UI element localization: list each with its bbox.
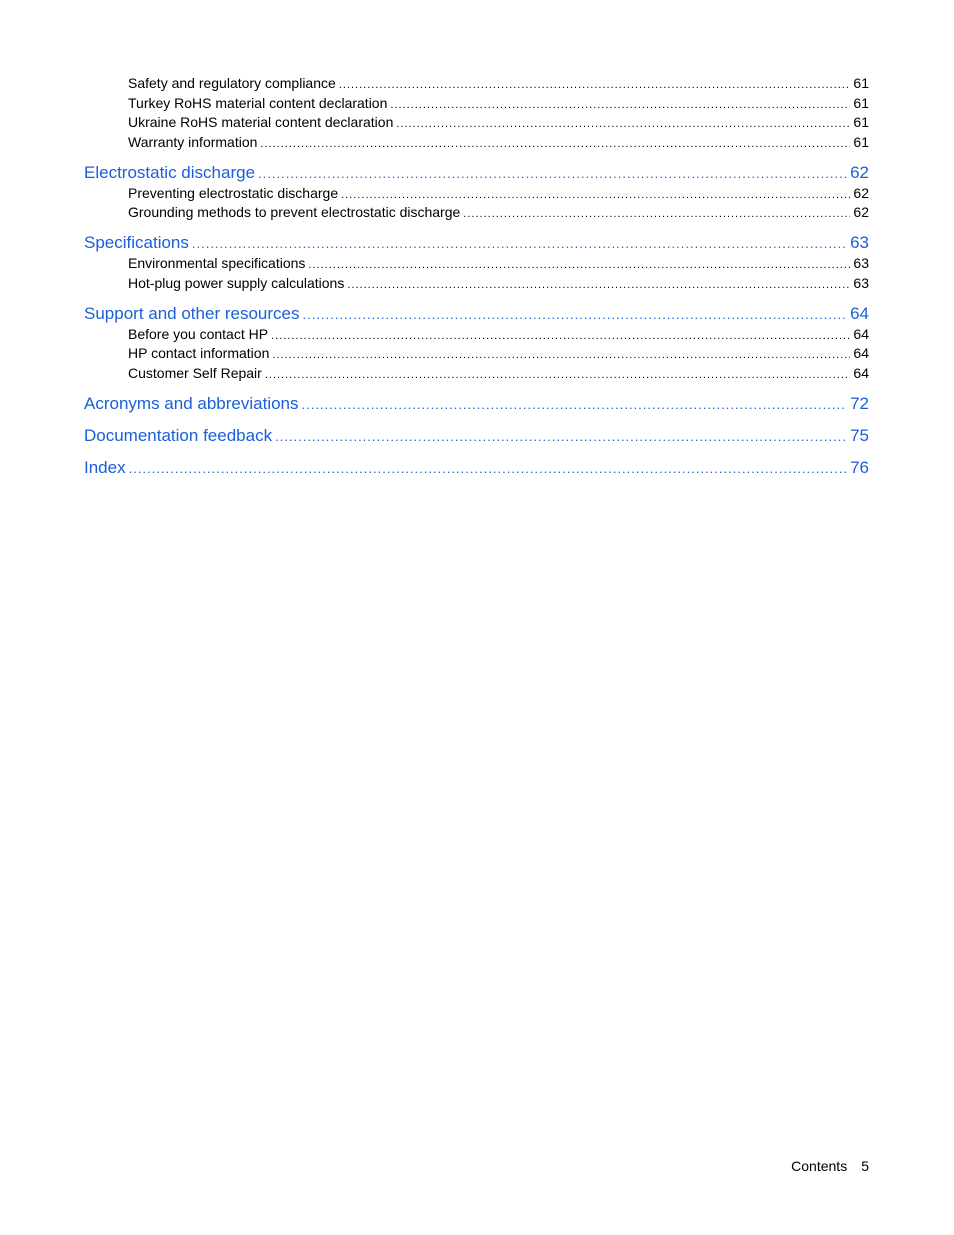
toc-entry-page: 64	[853, 364, 869, 381]
toc-entry-page: 61	[853, 94, 869, 111]
toc-entry-title: Before you contact HP	[128, 325, 269, 342]
dot-leader	[192, 233, 847, 254]
toc-entry-page: 61	[853, 75, 869, 91]
footer-section-label: Contents	[791, 1158, 848, 1174]
dot-leader	[258, 163, 847, 184]
toc-chapter-index[interactable]	[84, 457, 869, 479]
toc-entry-page: 64	[853, 345, 869, 362]
dot-leader	[275, 426, 847, 447]
toc-entry-grounding-methods[interactable]	[84, 203, 869, 223]
toc-entry-environmental-specs[interactable]	[84, 254, 869, 274]
dot-leader	[302, 394, 848, 415]
dot-leader	[271, 327, 850, 345]
toc-chapter-support-resources[interactable]	[84, 303, 869, 325]
toc-entry-hot-plug-power[interactable]	[84, 274, 869, 294]
toc-entry-safety-regulatory[interactable]	[84, 74, 869, 94]
toc-entry-page: 62	[853, 204, 869, 221]
toc-entry-title: Preventing electrostatic discharge	[128, 184, 339, 201]
toc-chapter-title: Electrostatic discharge	[84, 162, 256, 182]
dot-leader	[265, 366, 851, 384]
toc-entry-preventing-esd[interactable]	[84, 184, 869, 204]
toc-chapter-page: 75	[850, 425, 869, 445]
dot-leader	[390, 96, 850, 114]
toc-chapter-page: 76	[850, 457, 869, 477]
toc-entry-page: 61	[853, 134, 869, 151]
toc-entry-title: Safety and regulatory compliance	[128, 75, 336, 91]
toc-entry-turkey-rohs[interactable]	[84, 94, 869, 114]
dot-leader	[341, 186, 850, 204]
toc-chapter-title: Support and other resources	[84, 303, 300, 323]
dot-leader	[129, 458, 847, 479]
toc-chapter-electrostatic-discharge[interactable]	[84, 162, 869, 184]
dot-leader	[347, 276, 850, 294]
toc-entry-title: Environmental specifications	[128, 255, 306, 272]
dot-leader	[396, 115, 850, 133]
dot-leader	[339, 76, 851, 94]
toc-chapter-title: Acronyms and abbreviations	[84, 393, 299, 413]
toc-chapter-title: Documentation feedback	[84, 425, 273, 445]
toc-entry-title: Turkey RoHS material content declaration	[128, 94, 388, 111]
toc-chapter-page: 72	[850, 393, 869, 413]
dot-leader	[308, 256, 850, 274]
toc-entry-customer-self-repair[interactable]	[84, 364, 869, 384]
toc-chapter-title: Specifications	[84, 233, 189, 253]
toc-chapter-title: Index	[84, 457, 126, 477]
toc-chapter-documentation-feedback[interactable]	[84, 425, 869, 447]
toc-entry-hp-contact-info[interactable]	[84, 344, 869, 364]
table-of-contents	[84, 74, 869, 479]
toc-chapter-acronyms[interactable]	[84, 393, 869, 415]
toc-entry-page: 62	[853, 184, 869, 201]
toc-chapter-page: 64	[850, 303, 869, 323]
toc-entry-title: Ukraine RoHS material content declaration	[128, 114, 394, 131]
toc-entry-before-contact-hp[interactable]	[84, 325, 869, 345]
toc-entry-title: Hot-plug power supply calculations	[128, 274, 345, 291]
dot-leader	[463, 205, 850, 223]
dot-leader	[302, 304, 847, 325]
footer-page-number: 5	[861, 1158, 869, 1174]
toc-chapter-page: 62	[850, 162, 869, 182]
dot-leader	[272, 346, 850, 364]
toc-entry-page: 63	[853, 274, 869, 291]
toc-chapter-specifications[interactable]	[84, 232, 869, 254]
toc-entry-title: Customer Self Repair	[128, 364, 262, 381]
toc-chapter-page: 63	[850, 233, 869, 253]
page-footer	[791, 1158, 869, 1174]
toc-entry-page: 61	[853, 114, 869, 131]
toc-entry-page: 63	[853, 255, 869, 272]
toc-entry-title: HP contact information	[128, 345, 270, 362]
dot-leader	[260, 135, 850, 153]
toc-entry-title: Warranty information	[128, 134, 258, 151]
toc-entry-warranty[interactable]	[84, 133, 869, 153]
toc-entry-page: 64	[853, 325, 869, 342]
toc-entry-title: Grounding methods to prevent electrostatic discharge	[128, 204, 461, 221]
toc-entry-ukraine-rohs[interactable]	[84, 113, 869, 133]
